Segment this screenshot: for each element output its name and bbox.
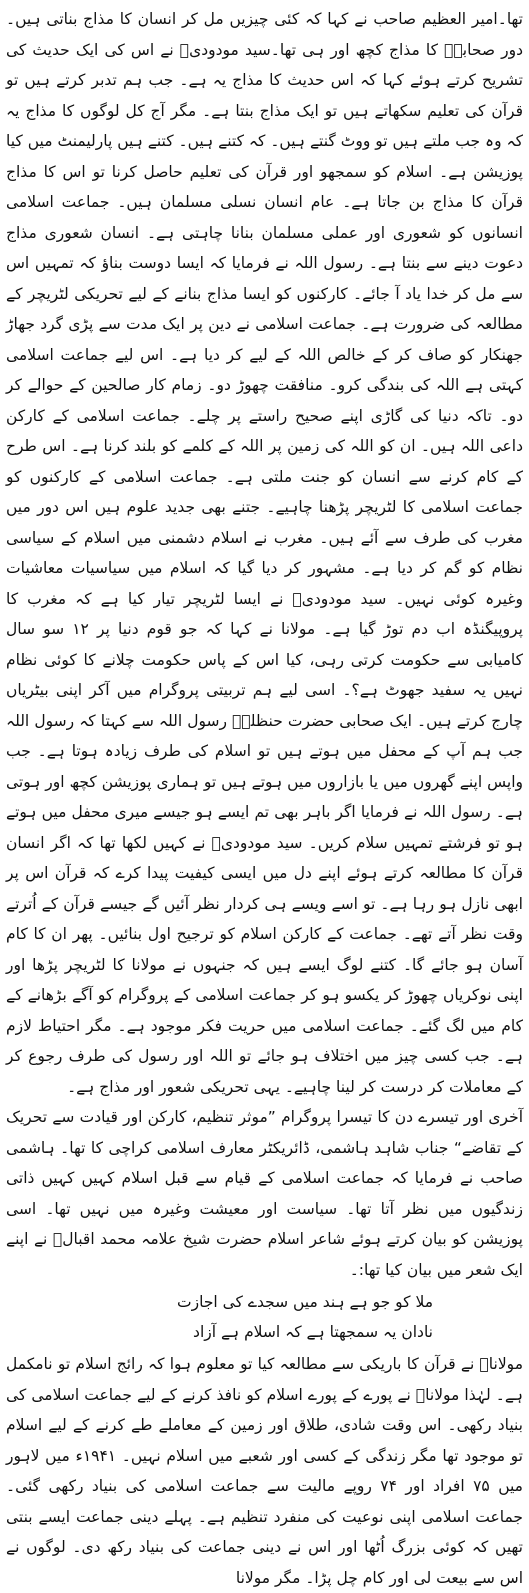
verse-line-1: ملا کو جو ہے ہند میں سجدے کی اجازت [177, 1293, 433, 1311]
article-paragraph-3: مولاناؒ نے قرآن کا باریکی سے مطالعہ کیا تو معلوم ہوا کہ رائج اسلام تو نامکمل ہے۔ لہٰذا مولاناؒ نے پورے کے پورے اسلام کو نافذ کرنے کے لیے جماعت اسلامی کی بنیاد رکھی۔ اس وقت شادی، طلاق اور زمین کے معاملے طے کرنے کے لیے اسلام تو موجود تھا مگر زندگی کے کسی اور شعبے میں اسلام نہیں۔ ۱۹۴۱ء میں لاہور میں ۷۵ افراد اور ۷۴ روپے مالیت سے جماعت اسلامی کی بنیاد رکھی گئی۔ جماعت اسلامی اپنی نوعیت کی منفرد تنظیم ہے۔ پہلے دینی جماعت ایسے بنتی تھیں کہ کوئی بزرگ اُٹھا اور اس نے دینی جماعت کی بنیاد رکھ دی۔ لوگوں نے اس سے بیعت لی اور کام چل پڑا۔ مگر مولانا [6, 1355, 523, 1587]
iqbal-verse [6, 1287, 523, 1347]
verse-line-2: نادان یہ سمجھتا ہے کہ اسلام ہے آزاد [193, 1323, 433, 1341]
article-paragraph-1: تھا۔امیر العظیم صاحب نے کہا کہ کئی چیزیں مل کر انسان کا مذاج بناتی ہیں۔ دور صحابہؓ کا مذاج کچھ اور ہی تھا۔سید مودودیؒ نے اس کی ایک حدیث کی تشریح کرتے ہوئے کہا کہ اس حدیث کا مذاج یہ ہے۔ جب ہم تدبر کرتے ہیں تو قرآن کی تعلیم سکھاتے ہیں تو ایک مذاج بنتا ہے۔ مگر آج کل لوگوں کا مذاج یہ کہ وہ جب ملتے ہیں تو ووٹ گنتے ہیں۔ کہ کتنے ہیں۔ کتنے ہیں پارلیمنٹ میں کیا پوزیشن ہے۔ اسلام کو سمجھو اور قرآن کی تعلیم حاصل کرنا تو اس کا مذاج قرآن کا مذاج بن جاتا ہے۔ عام انسان نسلی مسلمان ہیں۔ جماعت اسلامی انسانوں کو شعوری اور عملی مسلمان بنانا چاہتی ہے۔ انسان شعوری مذاج دعوت دینے سے بنتا ہے۔ رسول اللہ نے فرمایا کہ ایسا دوست بناؤ کہ تمہیں اس سے مل کر خدا یاد آ جائے۔ کارکنوں کو ایسا مذاج بنانے کے لیے تحریکی لٹریچر کے مطالعہ کی ضرورت ہے۔ جماعت اسلامی نے دین پر ایک مدت سے پڑی گرد جھاڑ جھنکار کو صاف کر کے خالص اللہ کے لیے کر دیا ہے۔ اس لیے جماعت اسلامی کہتی ہے اللہ کی بندگی کرو۔ منافقت چھوڑ دو۔ زمام کار صالحین کے حوالے کر دو۔ تاکہ دنیا کی گاڑی اپنے صحیح راستے پر چلے۔ جماعت اسلامی کے کارکن داعی اللہ ہیں۔ ان کو اللہ کی زمین پر اللہ کے کلمے کو بلند کرنا ہے۔ اس طرح کے کام کرنے سے انسان کو جنت ملتی ہے۔ جماعت اسلامی کے کارکنوں کو جماعت اسلامی کا لٹریچر پڑھنا چاہیے۔ جتنے بھی جدید علوم ہیں اس دور میں مغرب کی طرف سے آئے ہیں۔ مغرب نے اسلام دشمنی میں اسلام کے سیاسی نظام کو گم کر دیا ہے۔ مشہور کر دیا گیا کہ اسلام میں سیاسیات معاشیات وغیرہ کوئی نہیں۔ سید مودودیؒ نے ایسا لٹریچر تیار کیا ہے کہ مغرب کا پروپیگنڈہ اب دم توڑ گیا ہے۔ مولانا نے کہا کہ جو قوم دنیا پر ۱۲ سو سال کامیابی سے حکومت کرتی رہی، کیا اس کے پاس حکومت چلانے کا کوئی نظام نہیں یہ سفید جھوٹ ہے؟۔ اسی لیے ہم تربیتی پروگرام میں آکر اپنی بیٹریاں چارج کرتے ہیں۔ ایک صحابی حضرت حنظلہؓ رسول اللہ سے کہتا کہ رسول اللہ جب ہم آپ کے محفل میں ہوتے ہیں تو اسلام کی طرف زیادہ ہوتا ہے۔ جب واپس اپنے گھروں میں یا بازاروں میں ہوتے ہیں تو ہماری پوزیشن کچھ اور ہوتی ہے۔ رسول اللہ نے فرمایا اگر باہر بھی تم ایسے ہو جیسے میری محفل میں ہوتے ہو تو فرشتے تمہیں سلام کریں۔ سید مودودیؒ نے کہیں لکھا تھا کہ اگر انسان قرآن کا مطالعہ کرتے ہوئے اپنے دل میں ایسی کیفیت پیدا کرے کہ قرآن اس پر ابھی نازل ہو رہا ہے۔ تو اسے ویسے ہی کردار نظر آئیں گے جیسے قرآن کے اُترتے وقت نظر آتے تھے۔ جماعت کے کارکن اسلام کو ترجیح اول بنائیں۔ پھر ان کا کام آسان ہو جائے گا۔ کتنے لوگ ایسے ہیں کہ جنہوں نے مولانا کا لٹریچر پڑھا اور اپنی نوکریاں چھوڑ کر یکسو ہو کر جماعت اسلامی کے پروگرام کو آگے بڑھانے کے کام میں لگ گئے۔ جماعت اسلامی میں حریت فکر موجود ہے۔ مگر احتیاط لازم ہے۔ جب کسی چیز میں اختلاف ہو جائے تو اللہ اور رسول کی طرف رجوع کر کے معاملات کر درست کر لینا چاہیے۔ یہی تحریکی شعور اور مذاج ہے۔ [6, 10, 523, 1096]
article-paragraph-2: آخری اور تیسرے دن کا تیسرا پروگرام ”موثر تنظیم، کارکن اور قیادت سے تحریک کے تقاضے“ جناب شاہد ہاشمی، ڈائریکٹر معارف اسلامی کراچی کا تھا۔ ہاشمی صاحب نے فرمایا کہ جماعت اسلامی کے قیام سے قبل اسلام کہیں کہیں ذاتی زندگیوں میں نظر آتا تھا۔ سیاست اور معیشت وغیرہ میں نہیں تھا۔ اسی پوزیشن کو بیان کرتے ہوئے شاعر اسلام حضرت شیخ علامہ محمد اقبالؒ نے اپنے ایک شعر میں بیان کیا تھا:۔ [6, 1108, 523, 1279]
